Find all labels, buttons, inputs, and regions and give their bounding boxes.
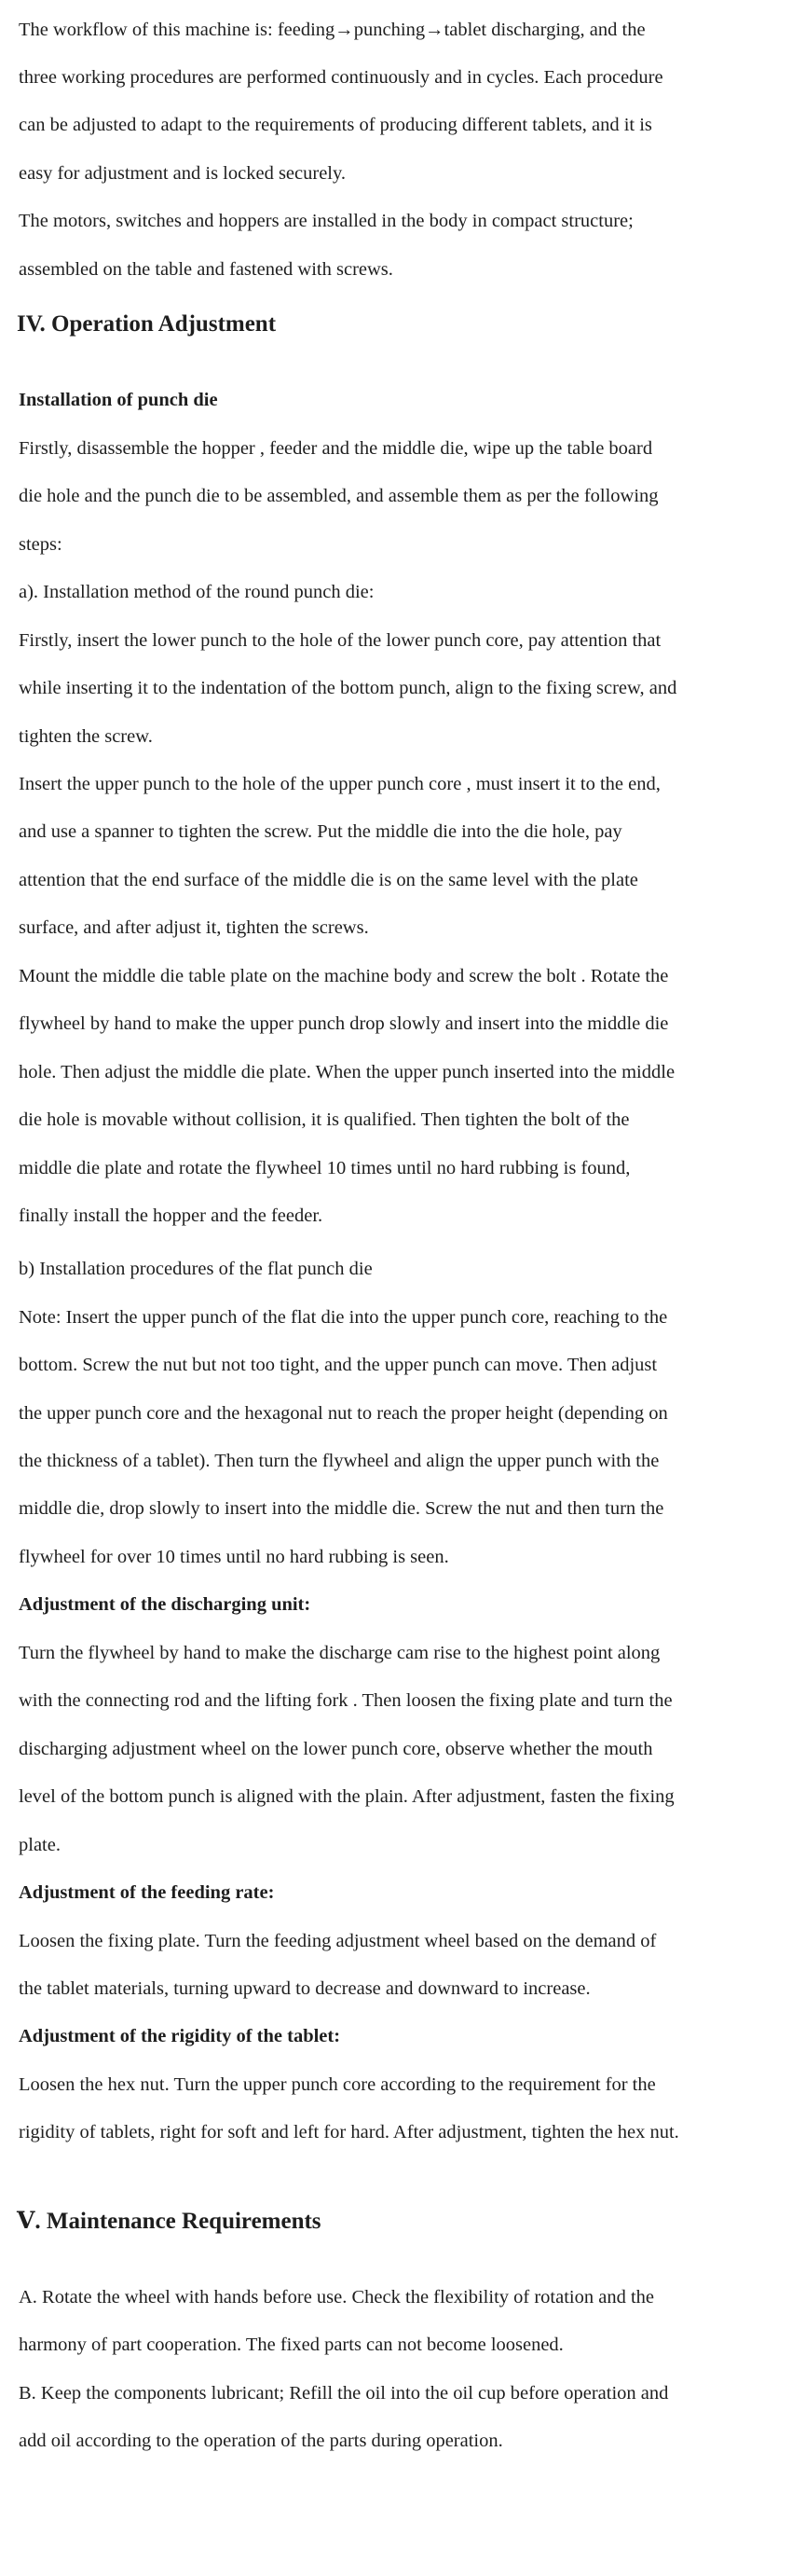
round-die-line: attention that the end surface of the middle die is on the same level with the plate bbox=[19, 870, 638, 890]
maintenance-line: B. Keep the components lubricant; Refill the oil into the oil cup before operation and bbox=[19, 2383, 669, 2404]
flat-die-line: middle die, drop slowly to insert into the middle die. Screw the nut and then turn the bbox=[19, 1498, 664, 1519]
round-die-line: flywheel by hand to make the upper punch drop slowly and insert into the middle die bbox=[19, 1013, 669, 1034]
round-die-line: Firstly, insert the lower punch to the hole of the lower punch core, pay attention that bbox=[19, 630, 662, 651]
flat-die-line: flywheel for over 10 times until no hard rubbing is seen. bbox=[19, 1547, 449, 1567]
flat-die-line: the thickness of a tablet). Then turn the flywheel and align the upper punch with the bbox=[19, 1451, 660, 1471]
section-heading-maintenance-requirements: Ⅴ. Maintenance Requirements bbox=[17, 2209, 321, 2234]
discharge-line: discharging adjustment wheel on the lower punch core, observe whether the mouth bbox=[19, 1739, 653, 1759]
install-intro-line: die hole and the punch die to be assembled, and assemble them as per the following bbox=[19, 486, 659, 506]
intro-line: assembled on the table and fastened with screws. bbox=[19, 259, 393, 280]
flat-die-line: bottom. Screw the nut but not too tight, and the upper punch can move. Then adjust bbox=[19, 1355, 658, 1375]
subheading-installation-punch-die: Installation of punch die bbox=[19, 390, 218, 410]
round-die-title: a). Installation method of the round punch die: bbox=[19, 582, 375, 602]
feeding-line: the tablet materials, turning upward to decrease and downward to increase. bbox=[19, 1978, 591, 1999]
round-die-line: hole. Then adjust the middle die plate. When the upper punch inserted into the middle bbox=[19, 1062, 676, 1082]
maintenance-line: harmony of part cooperation. The fixed parts can not become loosened. bbox=[19, 2335, 564, 2355]
round-die-line: finally install the hopper and the feeder. bbox=[19, 1205, 323, 1226]
subheading-tablet-rigidity: Adjustment of the rigidity of the tablet: bbox=[19, 2026, 341, 2046]
flat-die-title: b) Installation procedures of the flat punch die bbox=[19, 1259, 373, 1279]
discharge-line: Turn the flywheel by hand to make the discharge cam rise to the highest point along bbox=[19, 1643, 661, 1663]
install-intro-line: Firstly, disassemble the hopper , feeder and the middle die, wipe up the table board bbox=[19, 438, 653, 459]
maintenance-line: A. Rotate the wheel with hands before use. Check the flexibility of rotation and the bbox=[19, 2287, 655, 2307]
rigidity-line: rigidity of tablets, right for soft and left for hard. After adjustment, tighten the hex nut. bbox=[19, 2122, 679, 2142]
flat-die-line: Note: Insert the upper punch of the flat die into the upper punch core, reaching to the bbox=[19, 1307, 668, 1328]
flat-die-line: the upper punch core and the hexagonal nut to reach the proper height (depending on bbox=[19, 1403, 668, 1424]
discharge-line: plate. bbox=[19, 1835, 61, 1855]
discharge-line: level of the bottom punch is aligned with the plain. After adjustment, fasten the fixing bbox=[19, 1786, 675, 1807]
subheading-discharging-unit: Adjustment of the discharging unit: bbox=[19, 1594, 311, 1615]
install-intro-line: steps: bbox=[19, 534, 62, 555]
intro-line: The motors, switches and hoppers are installed in the body in compact structure; bbox=[19, 211, 634, 231]
round-die-line: and use a spanner to tighten the screw. Put the middle die into the die hole, pay bbox=[19, 821, 622, 842]
round-die-line: tighten the screw. bbox=[19, 726, 153, 747]
round-die-line: surface, and after adjust it, tighten the screws. bbox=[19, 917, 369, 938]
round-die-line: middle die plate and rotate the flywheel 10 times until no hard rubbing is found, bbox=[19, 1158, 631, 1178]
subheading-feeding-rate: Adjustment of the feeding rate: bbox=[19, 1882, 275, 1903]
round-die-line: while inserting it to the indentation of the bottom punch, align to the fixing screw, and bbox=[19, 678, 677, 698]
intro-line: easy for adjustment and is locked securely. bbox=[19, 163, 347, 184]
section-heading-operation-adjustment: IV. Operation Adjustment bbox=[17, 311, 277, 337]
round-die-line: Mount the middle die table plate on the machine body and screw the bolt . Rotate the bbox=[19, 966, 669, 986]
round-die-line: Insert the upper punch to the hole of the upper punch core , must insert it to the end, bbox=[19, 774, 661, 794]
intro-line: can be adjusted to adapt to the requirements of producing different tablets, and it is bbox=[19, 115, 652, 135]
feeding-line: Loosen the fixing plate. Turn the feeding adjustment wheel based on the demand of bbox=[19, 1931, 657, 1951]
discharge-line: with the connecting rod and the lifting fork . Then loosen the fixing plate and turn the bbox=[19, 1690, 673, 1711]
maintenance-line: add oil according to the operation of the parts during operation. bbox=[19, 2431, 503, 2451]
rigidity-line: Loosen the hex nut. Turn the upper punch core according to the requirement for the bbox=[19, 2074, 656, 2095]
round-die-line: die hole is movable without collision, it is qualified. Then tighten the bolt of the bbox=[19, 1109, 630, 1130]
intro-line: The workflow of this machine is: feeding→punching→tablet discharging, and the bbox=[19, 20, 646, 40]
intro-line: three working procedures are performed continuously and in cycles. Each procedure bbox=[19, 67, 663, 88]
